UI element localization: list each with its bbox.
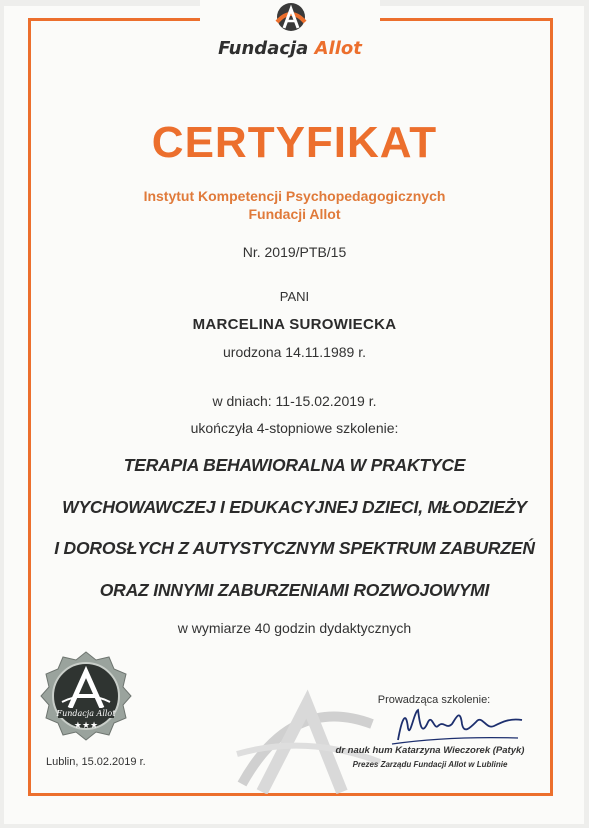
salutation: PANI: [279, 289, 310, 304]
signer-name: dr nauk hum Katarzyna Wieczorek (Patyk): [335, 745, 525, 756]
svg-text:Fundacja Allot: Fundacja Allot: [56, 709, 116, 718]
allot-watermark-icon: [232, 684, 382, 794]
training-dates-line: w dniach: 11-15.02.2019 r.: [212, 393, 377, 409]
birth-date-line: urodzona 14.11.1989 r.: [223, 344, 366, 360]
recipient-name: MARCELINA SUROWIECKA: [192, 316, 397, 333]
logo-prefix: Fundacja: [218, 38, 309, 59]
logo-accent: Allot: [314, 38, 362, 59]
course-title-line-2: WYCHOWAWCZEJ I EDUKACYJNEJ DZIECI, MŁODZIEŻY: [62, 497, 527, 517]
place-and-date: Lublin, 15.02.2019 r.: [46, 756, 146, 768]
institute-line-2: Fundacji Allot: [248, 206, 341, 222]
certificate-title: CERTYFIKAT: [151, 118, 438, 167]
signer-role: Prezes Zarządu Fundacji Allot w Lublinie: [352, 760, 508, 769]
course-title-line-1: TERAPIA BEHAWIORALNA W PRAKTYCE: [123, 455, 466, 475]
completion-line: ukończyła 4-stopniowe szkolenie:: [190, 420, 399, 436]
institute-line-1: Instytut Kompetencji Psychopedagogicznych: [143, 188, 446, 204]
certificate-number: Nr. 2019/PTB/15: [242, 244, 347, 260]
header-logo: [200, 0, 380, 66]
signature-graphic: [378, 700, 528, 748]
course-title-line-3: I DOROSŁYCH Z AUTYSTYCZNYM SPEKTRUM ZABURZEŃ: [54, 538, 535, 558]
allot-seal-icon: [40, 650, 132, 742]
svg-text:★★★: ★★★: [73, 721, 99, 731]
hours-line: w wymiarze 40 godzin dydaktycznych: [177, 620, 412, 636]
logo-wordmark: [200, 38, 380, 59]
allot-logo-icon: [273, 2, 309, 32]
course-title-line-4: ORAZ INNYMI ZABURZENIAMI ROZWOJOWYMI: [99, 580, 490, 600]
signature-lead: Prowadząca szkolenie:: [377, 694, 491, 706]
